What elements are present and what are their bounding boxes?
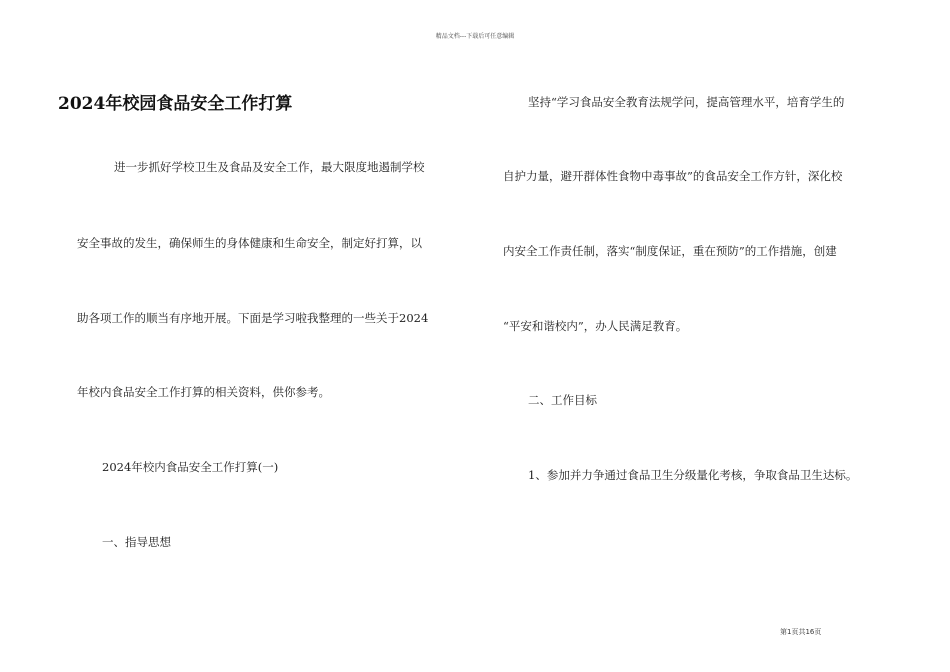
policy-line-1: 坚持“学习食品安全教育法规学问，提高管理水平，培育学生的 [528, 95, 845, 109]
policy-line-2: 自护力量，避开群体性食物中毒事故”的食品安全工作方针，深化校 [503, 169, 843, 183]
intro-line-1: 进一步抓好学校卫生及食品及安全工作，最大限度地遏制学校 [114, 160, 425, 174]
header-note: 精品文档---下载后可任意编辑 [435, 33, 515, 40]
intro-line-2: 安全事故的发生，确保师生的身体健康和生命安全，制定好打算，以 [77, 236, 422, 250]
policy-line-3: 内安全工作责任制，落实“制度保证，重在预防”的工作措施，创建 [503, 244, 837, 258]
policy-line-4: “平安和谐校内”，办人民满足教育。 [503, 319, 688, 333]
goal-item-1: 1、参加并力争通过食品卫生分级量化考核，争取食品卫生达标。 [528, 468, 858, 482]
section-heading-work-goals: 二、工作目标 [528, 393, 597, 407]
intro-line-4: 年校内食品安全工作打算的相关资料，供你参考。 [77, 385, 330, 399]
document-title: 2024年校园食品安全工作打算 [58, 94, 293, 114]
section-heading-guiding-ideology: 一、指导思想 [102, 535, 171, 549]
subtitle: 2024年校内食品安全工作打算(一) [102, 460, 279, 474]
intro-line-3: 助各项工作的顺当有序地开展。下面是学习啦我整理的一些关于2024 [77, 311, 429, 325]
page-number: 第1页共16页 [780, 628, 822, 636]
